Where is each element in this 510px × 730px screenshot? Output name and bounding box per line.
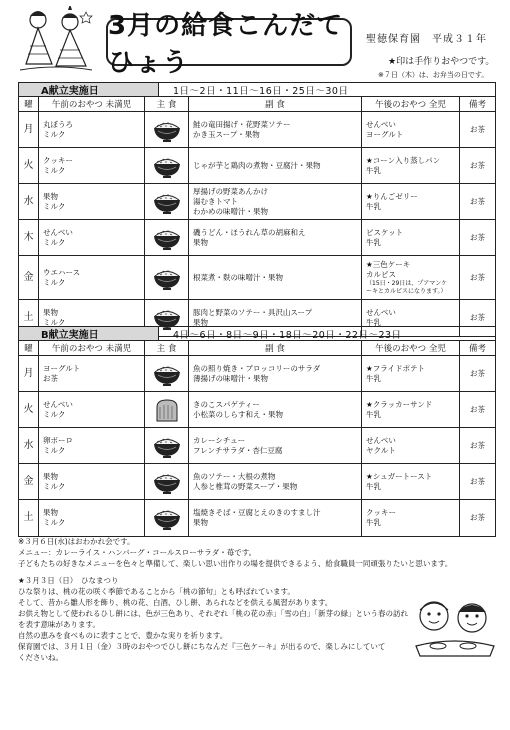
- day-cell: 金: [19, 256, 39, 299]
- hinamatsuri-line: を表す意味があります。: [18, 620, 100, 629]
- main-dish-cell: [145, 184, 189, 219]
- pm-snack-cell: ★コーン入り蒸しパン 牛乳: [362, 148, 460, 183]
- side-dish-cell: 魚の照り焼き・ブロッコリーのサラダ 薄揚げの味噌汁・果物: [189, 356, 362, 391]
- pm-snack-cell: ★シュガートースト 牛乳: [362, 464, 460, 499]
- note-cell: お茶: [470, 476, 485, 486]
- pm-snack-cell: ★三色ケーキ カルピス （15日・29日は、プアマンケ ーキとカルピスになります。）: [362, 256, 460, 299]
- menu-day-row: [19, 148, 495, 184]
- day-cell: 土: [19, 500, 39, 536]
- menu-b-table: [18, 326, 496, 537]
- menu-day-row: [19, 464, 495, 500]
- hinamatsuri-line: お供え物として使われるひし餅には、色が三色あり、それぞれ「桃の花の赤」「雪の白」「新芽の緑」という春の訪れ: [18, 609, 408, 618]
- am-snack-cell: 果物 ミルク: [39, 500, 145, 536]
- hinamatsuri-line: 自然の恵みを食べものに表すことで、豊かな実りを祈ります。: [18, 631, 228, 640]
- hinamatsuri-line: そして、昔から雛人形を飾り、桃の花、白酒、ひし餅、あられなどを供える風習があります。: [18, 598, 333, 607]
- pm-snack-cell: ビスケット 牛乳: [362, 220, 460, 255]
- side-dish-cell: 豚肉と野菜のソテー・具沢山スープ 果物: [189, 300, 362, 336]
- pm-snack-cell: せんべい ヤクルト: [362, 428, 460, 463]
- am-snack-cell: 果物 ミルク: [39, 184, 145, 219]
- main-dish-cell: [145, 464, 189, 499]
- title-box: [106, 11, 352, 78]
- hina-doll-illustration: [16, 6, 96, 76]
- hinamatsuri-line: くださいね。: [18, 653, 63, 662]
- menu-b-rows: [19, 356, 495, 536]
- am-snack-cell: 丸ぼうろ ミルク: [39, 112, 145, 147]
- main-dish-cell: [145, 392, 189, 427]
- side-dish-cell: カレーシチュー フレンチサラダ・杏仁豆腐: [189, 428, 362, 463]
- am-snack-cell: 果物 ミルク: [39, 300, 145, 336]
- pm-snack-cell: ★フライドポテト 牛乳: [362, 356, 460, 391]
- day-cell: 金: [19, 464, 39, 499]
- side-dish-cell: 魚のソテー・大根の煮物 人参と椎茸の野菜スープ・果物: [189, 464, 362, 499]
- menu-day-row: [19, 500, 495, 536]
- note-cell: お茶: [470, 232, 485, 242]
- hinamatsuri-line: ひな祭りは、桃の花の咲く季節であることから「桃の節句」とも呼ばれています。: [18, 587, 295, 596]
- menu-day-row: [19, 256, 495, 300]
- col-pm-snack-header: 午後のおやつ 全児: [362, 97, 460, 111]
- side-dish-cell: 厚揚げの野菜あんかけ 湯むきトマト わかめの味噌汁・果物: [189, 184, 362, 219]
- main-dish-cell: [145, 148, 189, 183]
- col-main-header: 主 食: [145, 341, 189, 355]
- side-dish-cell: 根菜煮・麩の味噌汁・果物: [189, 256, 362, 299]
- menu-day-row: [19, 112, 495, 148]
- menu-day-row: [19, 184, 495, 220]
- organization-year: 聖徳保育園 平成３１年: [366, 34, 487, 45]
- col-pm-snack-header: 午後のおやつ 全児: [362, 341, 460, 355]
- page-title: 3月の給食こんだてひょう: [108, 11, 344, 78]
- day-cell: 水: [19, 184, 39, 219]
- note-cell: お茶: [470, 440, 485, 450]
- col-am-snack-header: 午前のおやつ 未満児: [39, 97, 145, 111]
- col-am-snack-header: 午前のおやつ 未満児: [39, 341, 145, 355]
- day-cell: 土: [19, 300, 39, 336]
- rice-bowl-icon: [151, 225, 183, 251]
- menu-a-label: A献立実施日: [19, 83, 159, 96]
- side-dish-cell: きのこスパゲティー 小松菜のしらす和え・果物: [189, 392, 362, 427]
- menu-day-row: [19, 356, 495, 392]
- hinamatsuri-line: 保育園では、３月１日（金）３時のおやつでひし餅にちなんだ『三色ケーキ』が出るので、楽しみにしていて: [18, 642, 386, 651]
- pm-snack-cell: せんべい 牛乳: [362, 300, 460, 336]
- side-dish-cell: 塩焼きそば・豆腐とえのきのすまし汁 果物: [189, 500, 362, 536]
- main-dish-cell: [145, 256, 189, 299]
- day-cell: 木: [19, 220, 39, 255]
- note-cell: お茶: [470, 196, 485, 206]
- day-cell: 月: [19, 112, 39, 147]
- rice-bowl-icon: [151, 505, 183, 531]
- col-side-header: 副 食: [189, 341, 362, 355]
- rice-bowl-icon: [151, 469, 183, 495]
- side-dish-cell: 鮭の竜田揚げ・花野菜ソテー かき玉スープ・果物: [189, 112, 362, 147]
- note-cell: お茶: [470, 160, 485, 170]
- menu-b-label: B献立実施日: [19, 327, 159, 340]
- main-dish-cell: [145, 500, 189, 536]
- rice-bowl-icon: [151, 361, 183, 387]
- pm-snack-cell: ★りんごゼリー 牛乳: [362, 184, 460, 219]
- rice-bowl-icon: [151, 189, 183, 215]
- rice-bowl-icon: [151, 433, 183, 459]
- staff-message: 子どもたちの好きなメニューを色々と準備して、楽しい思い出作りの場を提供できるよう、給食職員一同頑張りたいと思います。: [18, 559, 453, 568]
- am-snack-cell: クッキー ミルク: [39, 148, 145, 183]
- rice-bowl-icon: [151, 265, 183, 291]
- pm-snack-cell: ★クラッカーサンド 牛乳: [362, 392, 460, 427]
- day-cell: 火: [19, 148, 39, 183]
- menu-day-row: [19, 220, 495, 256]
- col-side-header: 副 食: [189, 97, 362, 111]
- farewell-note: ※３月６日(水)はおわかれ会です。: [18, 537, 135, 546]
- am-snack-cell: せんべい ミルク: [39, 392, 145, 427]
- am-snack-cell: 果物 ミルク: [39, 464, 145, 499]
- day-cell: 水: [19, 428, 39, 463]
- col-note-header: 備考: [468, 344, 486, 354]
- pm-snack-cell: せんべい ヨーグルト: [362, 112, 460, 147]
- note-cell: お茶: [470, 513, 485, 522]
- main-dish-cell: [145, 356, 189, 391]
- menu-a-dates: 1日〜2日・11日〜16日・25日〜30日: [173, 85, 349, 97]
- menu-b-band: [19, 327, 495, 341]
- main-dish-cell: [145, 428, 189, 463]
- hinamatsuri-title: ★３月３日（日） ひなまつり: [18, 576, 119, 585]
- rice-bowl-icon: [151, 117, 183, 143]
- bread-icon: [151, 397, 183, 423]
- menu-b-dates: 4日〜6日・8日〜9日・18日〜20日・22日〜23日: [173, 329, 402, 341]
- pm-snack-cell: クッキー 牛乳: [362, 500, 460, 536]
- note-cell: お茶: [470, 368, 485, 378]
- side-dish-cell: じゃが芋と鶏肉の煮物・豆腐汁・果物: [189, 148, 362, 183]
- col-day-header: 曜: [19, 341, 39, 355]
- day-cell: 月: [19, 356, 39, 391]
- col-main-header: 主 食: [145, 97, 189, 111]
- main-dish-cell: [145, 220, 189, 255]
- rice-bowl-icon: [151, 153, 183, 179]
- note-cell: お茶: [470, 404, 485, 414]
- menu-a-rows: [19, 112, 495, 336]
- am-snack-cell: 卵ボーロ ミルク: [39, 428, 145, 463]
- day-cell: 火: [19, 392, 39, 427]
- handmade-note: ★印は手作りおやつです。: [388, 57, 495, 67]
- children-eating-illustration: [408, 596, 500, 660]
- header: [10, 6, 502, 82]
- note-cell: お茶: [470, 313, 485, 322]
- am-snack-cell: せんべい ミルク: [39, 220, 145, 255]
- menu-day-row: [19, 428, 495, 464]
- menu-day-row: [19, 392, 495, 428]
- side-dish-cell: 磯うどん・ほうれん草の胡麻和え 果物: [189, 220, 362, 255]
- main-dish-cell: [145, 112, 189, 147]
- note-cell: お茶: [470, 272, 485, 282]
- farewell-menu: メニュー：カレーライス・ハンバーグ・コールスローサラダ・苺です。: [18, 548, 257, 557]
- col-note-header: 備考: [468, 100, 486, 110]
- menu-b-header-row: [19, 341, 495, 356]
- menu-a-table: [18, 82, 496, 337]
- am-snack-cell: ウエハース ミルク: [39, 256, 145, 299]
- note-cell: お茶: [470, 124, 485, 134]
- col-day-header: 曜: [19, 97, 39, 111]
- menu-a-band: [19, 83, 495, 97]
- menu-a-header-row: [19, 97, 495, 112]
- am-snack-cell: ヨーグルト お茶: [39, 356, 145, 391]
- lunchbox-day-note: ※７日（木）は、お弁当の日です。: [378, 71, 489, 79]
